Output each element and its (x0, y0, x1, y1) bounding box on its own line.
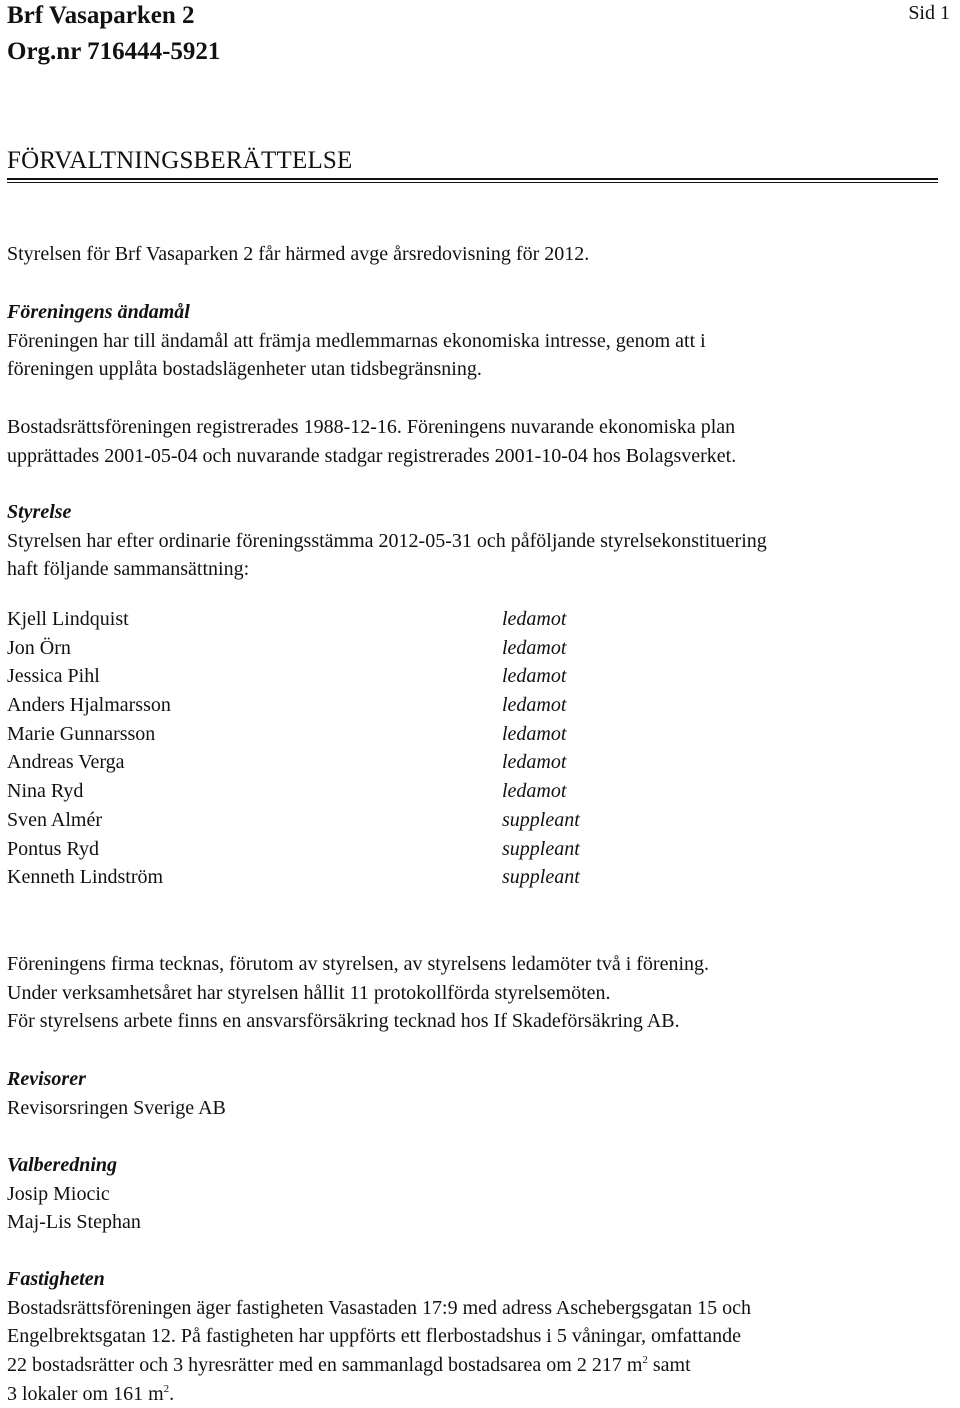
board-intro-line: Styrelsen har efter ordinarie föreningsstämma 2012-05-31 och påföljande styrelsekonstituering (7, 529, 767, 552)
member-name: Sven Almér (7, 808, 102, 831)
board-member-row (7, 835, 952, 864)
page-number: Sid 1 (908, 2, 950, 24)
member-role: ledamot (502, 694, 567, 717)
signing-paragraph (7, 950, 952, 1036)
board-heading: Styrelse (7, 501, 72, 523)
board-member-row (7, 777, 952, 806)
member-name: Marie Gunnarsson (7, 722, 156, 745)
org-number: Org.nr 716444-5921 (7, 38, 221, 65)
registration-paragraph (7, 413, 952, 470)
board-member-row (7, 634, 952, 663)
board-member-row (7, 662, 952, 691)
intro-paragraph (7, 240, 952, 269)
member-name: Jon Örn (7, 636, 71, 659)
property-line-tail: . (169, 1382, 175, 1405)
property-line (7, 1380, 952, 1408)
superscript: 2 (642, 1354, 648, 1367)
board-member-row (7, 806, 952, 835)
signing-line: Under verksamhetsåret har styrelsen hållit 11 protokollförda styrelsemöten. (7, 981, 611, 1004)
member-role: ledamot (502, 636, 567, 659)
board-member-row (7, 691, 952, 720)
purpose-section (7, 298, 952, 384)
document-title: FÖRVALTNINGSBERÄTTELSE (7, 147, 353, 174)
intro-text: Styrelsen för Brf Vasaparken 2 får härmed avge årsredovisning för 2012. (7, 243, 590, 265)
auditors-section (7, 1065, 952, 1122)
member-name: Kenneth Lindström (7, 866, 164, 889)
member-name: Nina Ryd (7, 780, 84, 803)
nomination-heading: Valberedning (7, 1154, 118, 1176)
member-role: suppleant (502, 866, 580, 889)
purpose-heading: Föreningens ändamål (7, 301, 190, 323)
registration-line: upprättades 2001-05-04 och nuvarande stadgar registrerades 2001-10-04 hos Bolagsverket. (7, 444, 737, 467)
auditor-name: Revisorsringen Sverige AB (7, 1096, 226, 1119)
nomination-section (7, 1151, 952, 1237)
member-role: ledamot (502, 780, 567, 803)
member-name: Kjell Lindquist (7, 608, 129, 630)
board-member-row (7, 748, 952, 777)
board-member-row (7, 720, 952, 749)
member-name: Andreas Verga (7, 751, 125, 774)
property-heading: Fastigheten (7, 1268, 105, 1290)
purpose-line: Föreningen har till ändamål att främja medlemmarnas ekonomiska intresse, genom att i (7, 329, 706, 352)
member-role: ledamot (502, 608, 567, 630)
title-rule (7, 178, 938, 183)
signing-line: För styrelsens arbete finns en ansvarsförsäkring tecknad hos If Skadeförsäkring AB. (7, 1010, 680, 1033)
member-name: Pontus Ryd (7, 837, 100, 860)
property-line-text: 22 bostadsrätter och 3 hyresrätter med en sammanlagd bostadsarea om 2 217 m (7, 1354, 643, 1377)
board-member-row (7, 863, 952, 892)
board-intro-line: haft följande sammansättning: (7, 558, 250, 581)
member-role: suppleant (502, 808, 580, 831)
board-member-row (7, 605, 952, 634)
auditors-heading: Revisorer (7, 1068, 86, 1090)
nomination-member: Josip Miocic (7, 1182, 110, 1205)
member-role: ledamot (502, 751, 567, 774)
member-name: Jessica Pihl (7, 665, 100, 688)
property-line-text: 3 lokaler om 161 m (7, 1382, 164, 1405)
member-role: ledamot (502, 665, 567, 688)
board-member-list (7, 605, 952, 892)
board-section (7, 498, 952, 584)
registration-line: Bostadsrättsföreningen registrerades 1988-12-16. Föreningens nuvarande ekonomiska plan (7, 416, 736, 438)
property-line-tail: samt (647, 1354, 691, 1377)
property-line (7, 1351, 952, 1380)
purpose-line: föreningen upplåta bostadslägenheter utan tidsbegränsning. (7, 358, 482, 381)
nomination-member: Maj-Lis Stephan (7, 1211, 141, 1234)
property-section (7, 1265, 952, 1408)
property-line: Engelbrektsgatan 12. På fastigheten har uppförts ett flerbostadshus i 5 våningar, omfattande (7, 1325, 741, 1348)
superscript: 2 (163, 1382, 170, 1395)
property-line: Bostadsrättsföreningen äger fastigheten Vasastaden 17:9 med adress Aschebergsgatan 15 och (7, 1296, 752, 1319)
association-name: Brf Vasaparken 2 (7, 2, 195, 29)
member-name: Anders Hjalmarsson (7, 694, 171, 717)
member-role: suppleant (502, 837, 580, 860)
member-role: ledamot (502, 722, 567, 745)
signing-line: Föreningens firma tecknas, förutom av styrelsen, av styrelsens ledamöter två i förening. (7, 953, 710, 975)
